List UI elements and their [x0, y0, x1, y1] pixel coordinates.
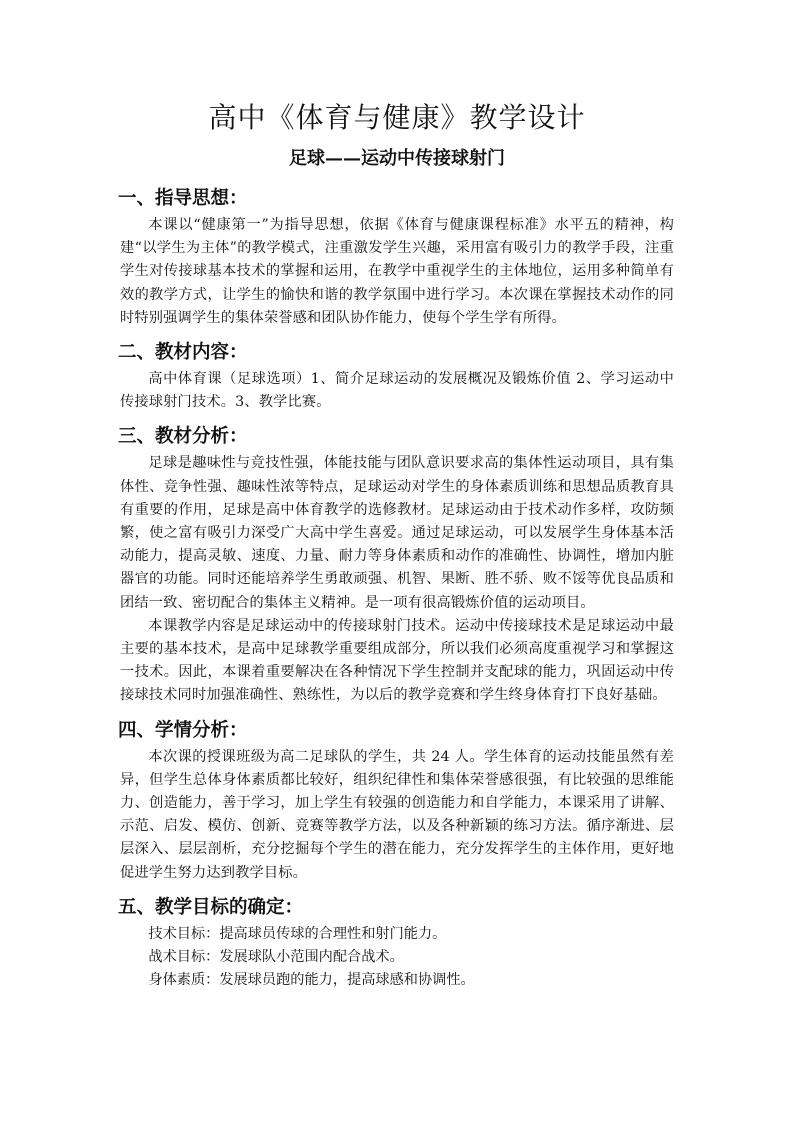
goal-item-physical: 身体素质：发展球员跑的能力，提高球感和协调性。	[148, 972, 475, 989]
paragraph: 足球是趣味性与竞技性强，体能技能与团队意识要求高的集体性运动项目，具有集体性、竞争性强、趣味性浓等特点，足球运动对学生的身体素质训练和思想品质教育具有重要的作用，足球是高中体育教学的选修教材。足球运动由于技术动作多样，攻防频繁，使之富有吸引力深受广大高中学生喜爱。通过足球运动，可以发展学生身体基本活动能力，提高灵敏、速度、力量、耐力等身体素质和动作的准确性、协调性，增加内脏器官的功能。同时还能培养学生勇敢顽强、机智、果断、胜不骄、败不馁等优良品质和团结一致、密切配合的集体主义精神。是一项有很高锻炼价值的运动项目。	[120, 455, 674, 611]
section-teaching-goals	[120, 895, 674, 993]
section-material-analysis	[120, 424, 674, 707]
goal-item-tactics: 战术目标：发展球队小范围内配合战术。	[148, 949, 404, 966]
paragraph: 高中体育课（足球选项）1、简介足球运动的发展概况及锻炼价值 2、学习运动中传接球射门技术。3、教学比赛。	[120, 371, 674, 411]
section-heading: 四、学情分析：	[118, 719, 248, 741]
paragraph: 本次课的授课班级为高二足球队的学生，共 24 人。学生体育的运动技能虽然有差异，但学生总体身体素质都比较好，组织纪律性和集体荣誉感很强，有比较强的思维能力、创造能力，善于学习，加上学生有较强的创造能力和自学能力，本课采用了讲解、示范、启发、模仿、创新、竞赛等教学方法，以及各种新颖的练习方法。循序渐进、层层深入、层层剖析，充分挖掘每个学生的潜在能力，充分发挥学生的主体作用，更好地促进学生努力达到教学目标。	[120, 748, 674, 881]
goal-list	[120, 923, 674, 993]
section-student-analysis	[120, 718, 674, 885]
paragraph: 本课教学内容是足球运动中的传接球射门技术。运动中传接球技术是足球运动中最主要的基本技术，是高中足球教学重要组成部分，所以我们必须高度重视学习和掌握这一技术。因此，本课着重要解决在各种情况下学生控制并支配球的能力，巩固运动中传接球技术同时加强准确性、熟练性，为以后的教学竞赛和学生终身体育打下良好基础。	[120, 617, 674, 704]
section-heading: 一、指导思想：	[118, 188, 248, 209]
goal-item-technique: 技术目标：提高球员传球的合理性和射门能力。	[148, 925, 447, 942]
section-teaching-content	[120, 340, 674, 414]
document-subtitle: 足球——运动中传接球射门	[289, 148, 505, 169]
section-heading: 三、教材分析：	[118, 426, 248, 448]
document-title: 高中《体育与健康》教学设计	[208, 101, 586, 134]
section-guiding-ideology	[120, 186, 674, 330]
section-heading: 五、教学目标的确定：	[118, 896, 304, 918]
paragraph: 本课以“健康第一”为指导思想，依据《体育与健康课程标准》水平五的精神，构建“以学生为主体”的教学模式，注重激发学生兴趣，采用富有吸引力的教学手段，注重学生对传接球基本技术的掌握和运用，在教学中重视学生的主体地位，运用多种简单有效的教学方式，让学生的愉快和谐的教学氛围中进行学习。本次课在掌握技术动作的同时特别强调学生的集体荣誉感和团队协作能力，使每个学生学有所得。	[120, 217, 674, 326]
section-heading: 二、教材内容：	[118, 342, 248, 364]
